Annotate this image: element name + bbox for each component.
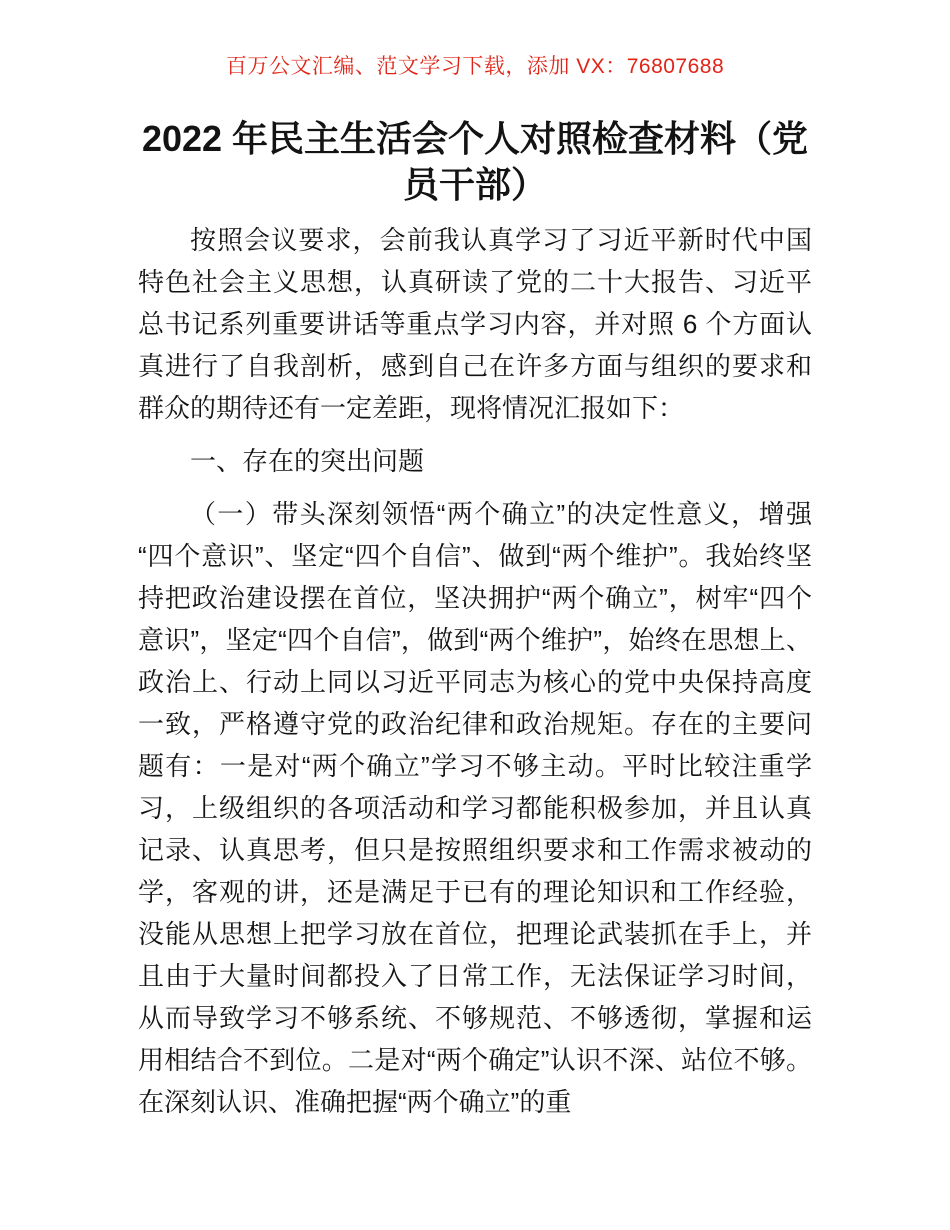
watermark-notice: 百万公文汇编、范文学习下载，添加 VX：76807688: [225, 55, 725, 78]
section-heading: 一、存在的突出问题: [190, 446, 425, 476]
body-paragraph: （一）带头深刻领悟“两个确立”的决定性意义，增强“四个意识”、坚定“四个自信”、做到“两个维护”。我始终坚持把政治建设摆在首位，坚决拥护“两个确立”，树牢“四个意识”，坚定“四个自信”，做到“两个维护”，始终在思想上、政治上、行动上同以习近平同志为核心的党中央保持高度一致，严格遵守党的政治纪律和政治规矩。存在的主要问题有：一是对“两个确立”学习不够主动。平时比较注重学习，上级组织的各项活动和学习都能积极参加，并且认真记录、认真思考，但只是按照组织要求和工作需求被动的学，客观的讲，还是满足于已有的理论知识和工作经验，没能从思想上把学习放在首位，把理论武装抓在手上，并且由于大量时间都投入了日常工作，无法保证学习时间，从而导致学习不够系统、不够规范、不够透彻，掌握和运用相结合不到位。二是对“两个确定”认识不深、站位不够。在深刻认识、准确把握“两个确立”的重: [138, 499, 812, 1117]
body-paragraph: 按照会议要求，会前我认真学习了习近平新时代中国特色社会主义思想，认真研读了党的二十大报告、习近平总书记系列重要讲话等重点学习内容，并对照 6 个方面认真进行了自我剖析，感到自己在许多方面与组织的要求和群众的期待还有一定差距，现将情况汇报如下：: [138, 225, 812, 423]
document-title: 2022 年民主生活会个人对照检查材料（党员干部）: [141, 118, 809, 205]
document-body: [138, 219, 812, 1123]
